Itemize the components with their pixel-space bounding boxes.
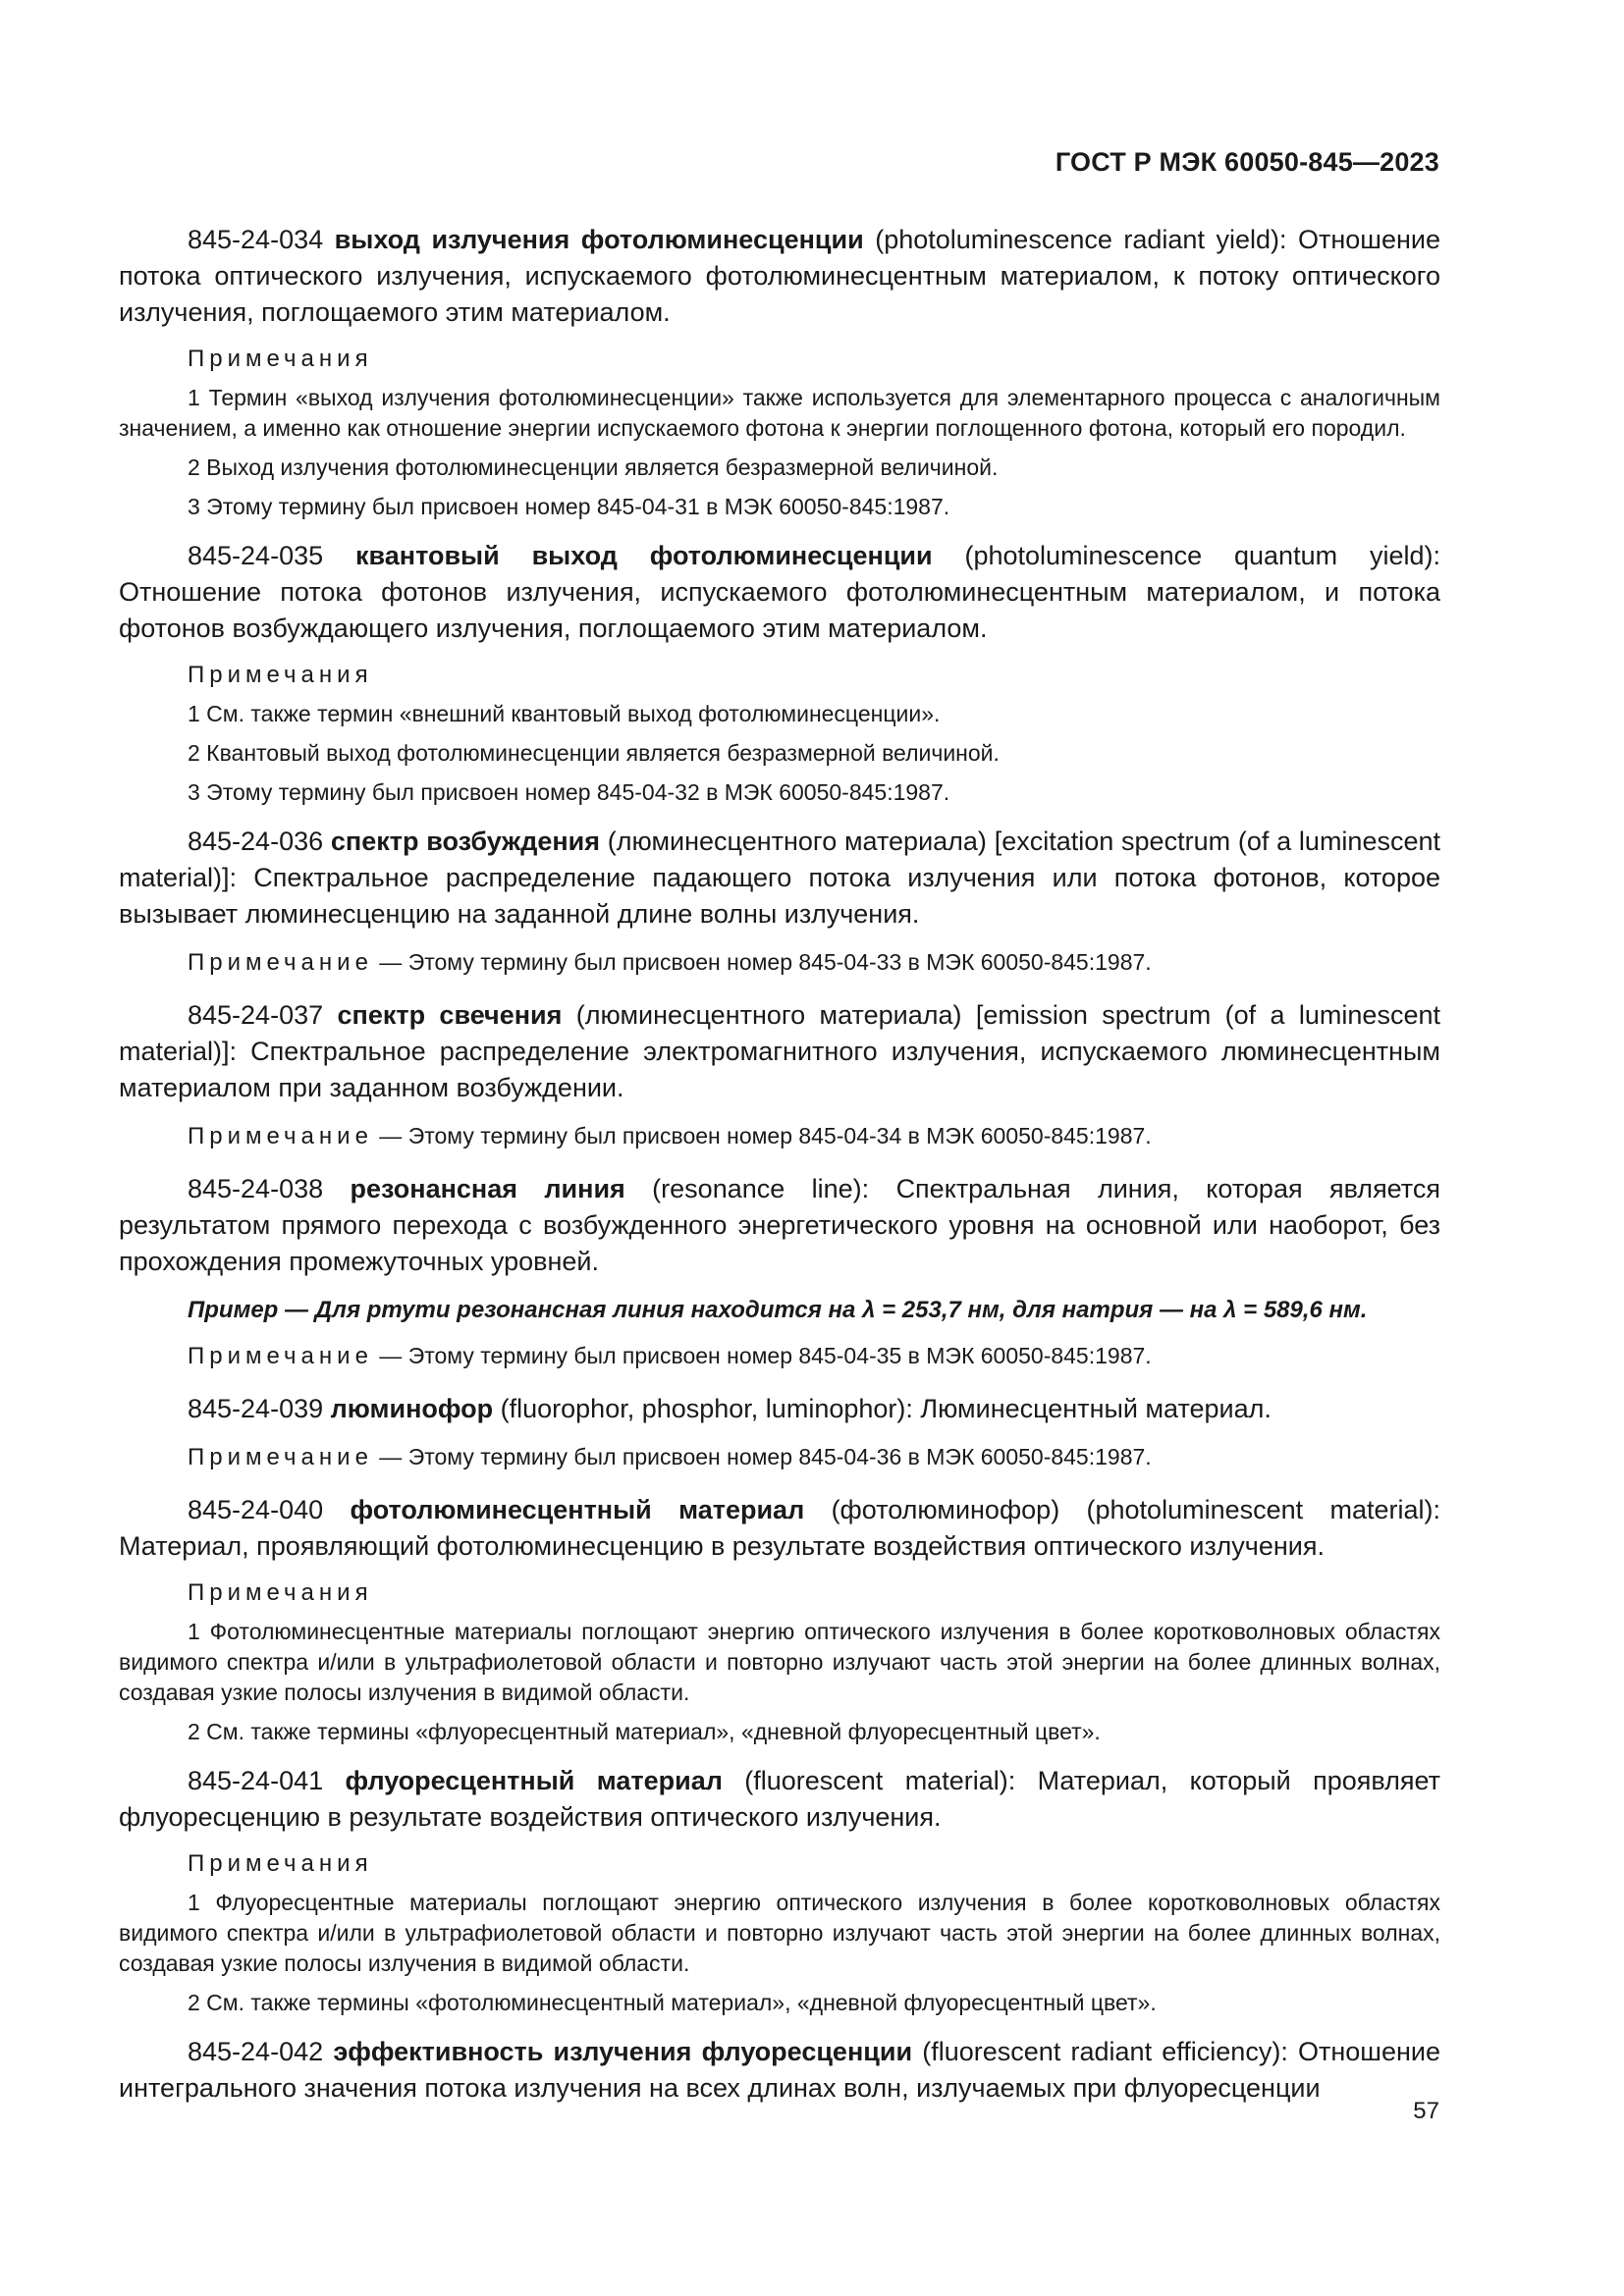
term-entry xyxy=(119,1171,1440,1280)
note-item: 3 Этому термину был присвоен номер 845-04-31 в МЭК 60050-845:1987. xyxy=(188,494,950,519)
document-id-header: ГОСТ Р МЭК 60050-845—2023 xyxy=(1055,147,1439,177)
term-entry xyxy=(119,1492,1440,1565)
term-title: флуоресцентный материал xyxy=(345,1766,723,1795)
term-definition: (photoluminescence radiant yield): Отношение потока оптического излучения, испускаемого фотолюминесцентным материалом, к потоку оптического излучения, поглощаемого этим материалом. xyxy=(119,225,1440,327)
note-single xyxy=(119,1442,1440,1472)
note-item: 1 Термин «выход излучения фотолюминесценции» также используется для элементарного процесса с аналогичным значением, а именно как отношение энергии испускаемого фотона к энергии поглощенного фотона, который его породил. xyxy=(119,385,1440,441)
note-single xyxy=(119,1341,1440,1371)
note-label: Примечание xyxy=(188,1343,373,1369)
term-entry xyxy=(119,1763,1440,1836)
term-definition: (люминесцентного материала) [excitation spectrum (of a luminescent material)]: Спектральное распределение падающего потока излучения или потока фотонов, которое вызывает люминесценцию на заданной длине волны излучения. xyxy=(119,827,1440,929)
term-title: эффективность излучения флуоресценции xyxy=(333,2037,913,2066)
term-entry xyxy=(119,1391,1440,1427)
term-definition: (fluorophor, phosphor, luminophor): Люминесцентный материал. xyxy=(493,1394,1272,1423)
notes-heading: Примечания xyxy=(188,1579,373,1606)
term-title: фотолюминесцентный материал xyxy=(350,1495,805,1524)
example-text: Пример — Для ртути резонансная линия находится на λ = 253,7 нм, для натрия — на λ = 589,6 нм. xyxy=(188,1297,1368,1323)
note-item: 1 Фотолюминесцентные материалы поглощают энергию оптического излучения в более коротковолновых областях видимого спектра и/или в ультрафиолетовой области и повторно излучают часть этой энергии на более длинных волнах, создавая узкие полосы излучения в видимой области. xyxy=(119,1619,1440,1705)
term-number: 845-24-037 xyxy=(188,1000,324,1030)
note-text: — Этому термину был присвоен номер 845-04-35 в МЭК 60050-845:1987. xyxy=(372,1343,1152,1368)
term-number: 845-24-036 xyxy=(188,827,324,856)
term-number: 845-24-042 xyxy=(188,2037,324,2066)
term-definition: (fluorescent material): Материал, который проявляет флуоресценцию в результате воздействия оптического излучения. xyxy=(119,1766,1440,1832)
term-entry xyxy=(119,222,1440,331)
term-definition: (photoluminescence quantum yield): Отношение потока фотонов излучения, испускаемого фотолюминесцентным материалом, и потока фотонов возбуждающего излучения, поглощаемого этим материалом. xyxy=(119,541,1440,643)
term-entry xyxy=(119,997,1440,1106)
page-number: 57 xyxy=(1413,2098,1439,2124)
note-item: 3 Этому термину был присвоен номер 845-04-32 в МЭК 60050-845:1987. xyxy=(188,779,950,805)
note-item: 2 Выход излучения фотолюминесценции является безразмерной величиной. xyxy=(188,454,999,480)
note-text: — Этому термину был присвоен номер 845-04-36 в МЭК 60050-845:1987. xyxy=(372,1444,1152,1469)
note-label: Примечание xyxy=(188,949,373,976)
note-text: — Этому термину был присвоен номер 845-04-33 в МЭК 60050-845:1987. xyxy=(372,949,1152,975)
term-number: 845-24-040 xyxy=(188,1495,324,1524)
term-title: квантовый выход фотолюминесценции xyxy=(355,541,933,570)
page-content xyxy=(119,222,1440,2121)
notes-heading: Примечания xyxy=(188,1850,373,1877)
term-number: 845-24-035 xyxy=(188,541,324,570)
notes-heading: Примечания xyxy=(188,662,373,688)
term-definition: (фотолюминофор) (photoluminescent material): Материал, проявляющий фотолюминесценцию в результате воздействия оптического излучения. xyxy=(119,1495,1440,1561)
note-item: 2 См. также термины «флуоресцентный материал», «дневной флуоресцентный цвет». xyxy=(188,1719,1101,1744)
note-single xyxy=(119,1121,1440,1151)
term-entry xyxy=(119,538,1440,647)
notes-heading: Примечания xyxy=(188,346,373,372)
note-item: 1 См. также термин «внешний квантовый выход фотолюминесценции». xyxy=(188,701,941,726)
note-label: Примечание xyxy=(188,1123,373,1149)
term-number: 845-24-034 xyxy=(188,225,324,254)
term-definition: (люминесцентного материала) [emission spectrum (of a luminescent material)]: Спектральное распределение электромагнитного излучения, испускаемого люминесцентным материалом при заданном возбуждении. xyxy=(119,1000,1440,1102)
note-item: 2 См. также термины «фотолюминесцентный материал», «дневной флуоресцентный цвет». xyxy=(188,1990,1157,2015)
term-title: люминофор xyxy=(330,1394,494,1423)
note-label: Примечание xyxy=(188,1444,373,1470)
term-number: 845-24-038 xyxy=(188,1174,324,1203)
term-title: спектр свечения xyxy=(337,1000,563,1030)
term-entry xyxy=(119,824,1440,933)
term-definition: (resonance line): Спектральная линия, которая является результатом прямого перехода с возбужденного энергетического уровня на основной или наоборот, без прохождения промежуточных уровней. xyxy=(119,1174,1440,1276)
note-single xyxy=(119,947,1440,978)
term-title: резонансная линия xyxy=(350,1174,625,1203)
term-title: выход излучения фотолюминесценции xyxy=(334,225,864,254)
note-item: 1 Флуоресцентные материалы поглощают энергию оптического излучения в более коротковолновых областях видимого спектра и/или в ультрафиолетовой области и повторно излучают часть этой энергии на более длинных волнах, создавая узкие полосы излучения в видимой области. xyxy=(119,1890,1440,1976)
term-entry xyxy=(119,2034,1440,2107)
term-title: спектр возбуждения xyxy=(330,827,601,856)
term-definition: (fluorescent radiant efficiency): Отношение интегрального значения потока излучения на всех длинах волн, излучаемых при флуоресценции xyxy=(119,2037,1440,2103)
term-number: 845-24-039 xyxy=(188,1394,324,1423)
note-item: 2 Квантовый выход фотолюминесценции является безразмерной величиной. xyxy=(188,740,1000,766)
note-text: — Этому термину был присвоен номер 845-04-34 в МЭК 60050-845:1987. xyxy=(372,1123,1152,1148)
term-number: 845-24-041 xyxy=(188,1766,324,1795)
